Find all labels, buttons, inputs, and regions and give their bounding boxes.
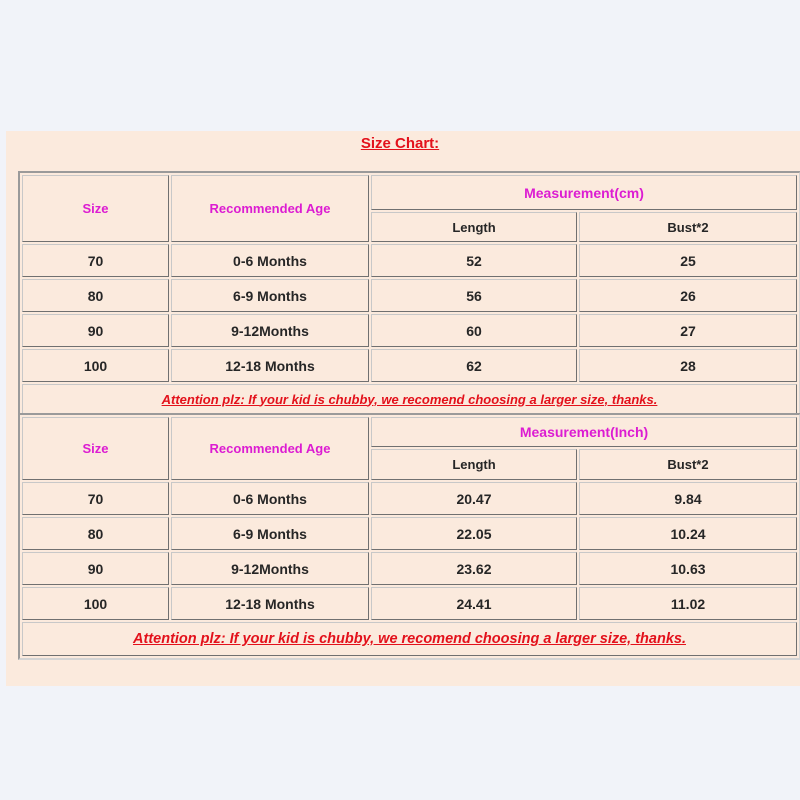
cell-bust: 25 [579,244,797,277]
cell-bust: 10.63 [579,552,797,585]
cell-age: 0-6 Months [171,482,369,515]
header-size: Size [22,175,169,242]
cell-age: 9-12Months [171,552,369,585]
table-row [22,587,797,620]
attention-note: Attention plz: If your kid is chubby, we recomend choosing a larger size, thanks. [22,384,797,414]
table-row [22,482,797,515]
cell-size: 90 [22,314,169,347]
cell-age: 0-6 Months [171,244,369,277]
cell-length: 20.47 [371,482,577,515]
header-bust: Bust*2 [579,212,797,242]
cell-bust: 10.24 [579,517,797,550]
header-measurement: Measurement(cm) [371,175,797,210]
attention-note: Attention plz: If your kid is chubby, we recomend choosing a larger size, thanks. [22,622,797,656]
cell-length: 56 [371,279,577,312]
table-row [22,279,797,312]
cell-size: 70 [22,482,169,515]
cell-length: 62 [371,349,577,382]
cell-size: 100 [22,587,169,620]
table-row [22,517,797,550]
cell-length: 52 [371,244,577,277]
cell-length: 22.05 [371,517,577,550]
cell-age: 6-9 Months [171,279,369,312]
cell-bust: 11.02 [579,587,797,620]
size-chart-title: Size Chart: [360,135,440,152]
cell-size: 80 [22,517,169,550]
cell-length: 23.62 [371,552,577,585]
cell-size: 70 [22,244,169,277]
header-length: Length [371,212,577,242]
cell-size: 80 [22,279,169,312]
header-recommended-age: Recommended Age [171,417,369,480]
size-chart-table-inch [18,413,800,660]
cell-length: 60 [371,314,577,347]
header-length: Length [371,449,577,480]
cell-age: 12-18 Months [171,587,369,620]
cell-age: 12-18 Months [171,349,369,382]
size-chart-table-cm [18,171,800,418]
cell-bust: 9.84 [579,482,797,515]
header-measurement: Measurement(Inch) [371,417,797,447]
table-row [22,552,797,585]
cell-bust: 28 [579,349,797,382]
table-row [22,349,797,382]
cell-age: 6-9 Months [171,517,369,550]
cell-bust: 26 [579,279,797,312]
table-row [22,314,797,347]
cell-size: 100 [22,349,169,382]
header-size: Size [22,417,169,480]
table-row [22,244,797,277]
header-bust: Bust*2 [579,449,797,480]
cell-age: 9-12Months [171,314,369,347]
cell-bust: 27 [579,314,797,347]
header-recommended-age: Recommended Age [171,175,369,242]
cell-length: 24.41 [371,587,577,620]
cell-size: 90 [22,552,169,585]
